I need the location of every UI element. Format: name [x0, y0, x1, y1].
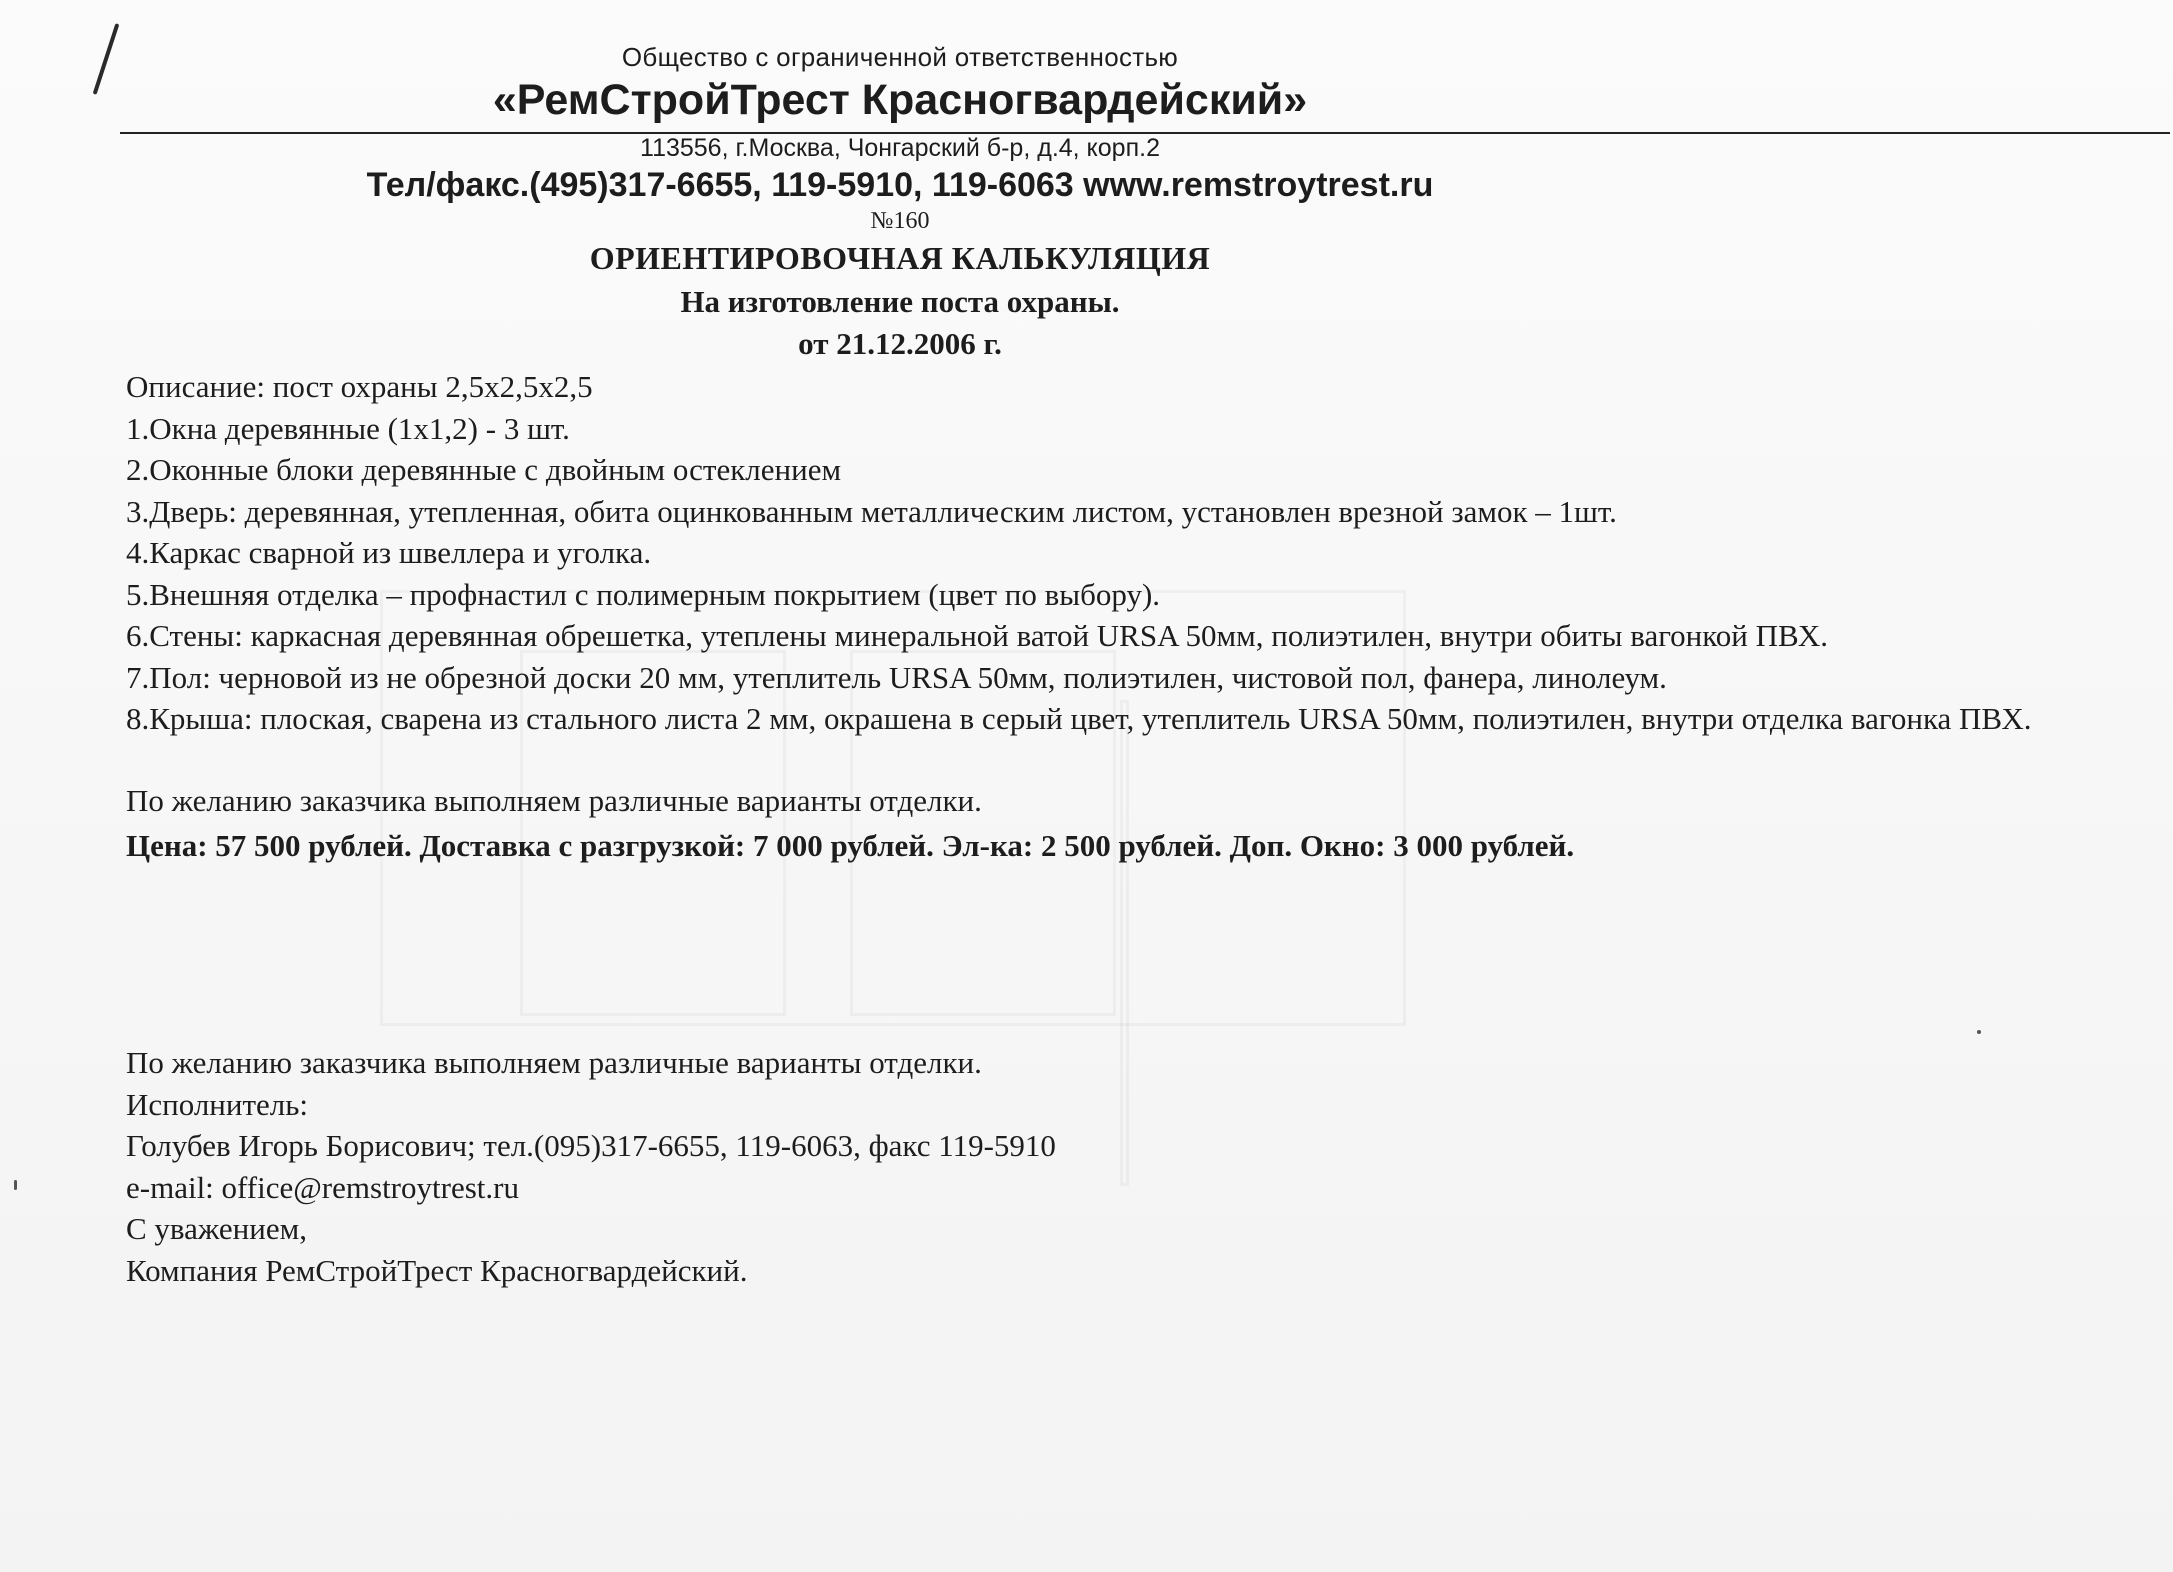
- company-signoff: Компания РемСтройТрест Красногвардейский.: [126, 1252, 748, 1288]
- price-line: Цена: 57 500 рублей. Доставка с разгрузкой: 7 000 рублей. Эл-ка: 2 500 рублей. Доп. Окно: 3 000 рублей.: [126, 828, 1575, 863]
- executor-email: e-mail: office@remstroytrest.ru: [126, 1169, 519, 1205]
- description-intro: Описание: пост охраны 2,5x2,5x2,5: [126, 369, 593, 404]
- scan-speck: [14, 1180, 17, 1190]
- org-name: «РемСтройТрест Красногвардейский»: [492, 76, 1308, 124]
- footer-section: [126, 1042, 1526, 1291]
- scan-speck: [1977, 1030, 1981, 1034]
- description-item: 4.Каркас сварной из швеллера и уголка.: [126, 535, 652, 570]
- description-item: 5.Внешняя отделка – профнастил с полимерным покрытием (цвет по выбору).: [126, 576, 1161, 612]
- document-date: от 21.12.2006 г.: [798, 326, 1002, 361]
- org-type: Общество с ограниченной ответственностью: [621, 42, 1179, 72]
- description-item: 8.Крыша: плоская, сварена из стального листа 2 мм, окрашена в серый цвет, утеплитель URSA 50мм, полиэтилен, внутри отделка вагонка ПВХ.: [126, 701, 2032, 736]
- spacer: [126, 740, 2136, 780]
- regards: С уважением,: [126, 1211, 307, 1246]
- document-title: ОРИЕНТИРОВОЧНАЯ КАЛЬКУЛЯЦИЯ: [589, 240, 1211, 276]
- document-subtitle: На изготовление поста охраны.: [680, 284, 1120, 319]
- description-item: 2.Оконные блоки деревянные с двойным остеклением: [126, 452, 842, 487]
- org-address: 113556, г.Москва, Чонгарский б-р, д.4, корп.2: [640, 134, 1160, 162]
- executor-label: Исполнитель:: [126, 1086, 309, 1122]
- description-section: [126, 366, 2136, 867]
- description-item: 1.Окна деревянные (1x1,2) - 3 шт.: [126, 410, 570, 446]
- org-phones: Тел/факс.(495)317-6655, 119-5910, 119-6063 www.remstroytrest.ru: [366, 166, 1434, 204]
- description-item: 7.Пол: черновой из не обрезной доски 20 мм, утеплитель URSA 50мм, полиэтилен, чистовой пол, фанера, линолеум.: [126, 659, 1667, 695]
- offer-note: По желанию заказчика выполняем различные варианты отделки.: [126, 782, 982, 818]
- executor-contact: Голубев Игорь Борисович; тел.(095)317-6655, 119-6063, факс 119-5910: [126, 1128, 1056, 1163]
- description-item: 6.Стены: каркасная деревянная обрешетка, утеплены минеральной ватой URSA 50мм, полиэтилен, внутри обиты вагонкой ПВХ.: [126, 618, 1829, 653]
- footer-offer-note: По желанию заказчика выполняем различные варианты отделки.: [126, 1045, 982, 1080]
- description-item: 3.Дверь: деревянная, утепленная, обита оцинкованным металлическим листом, установлен врезной замок – 1шт.: [126, 493, 1617, 529]
- document-number: №160: [870, 208, 930, 234]
